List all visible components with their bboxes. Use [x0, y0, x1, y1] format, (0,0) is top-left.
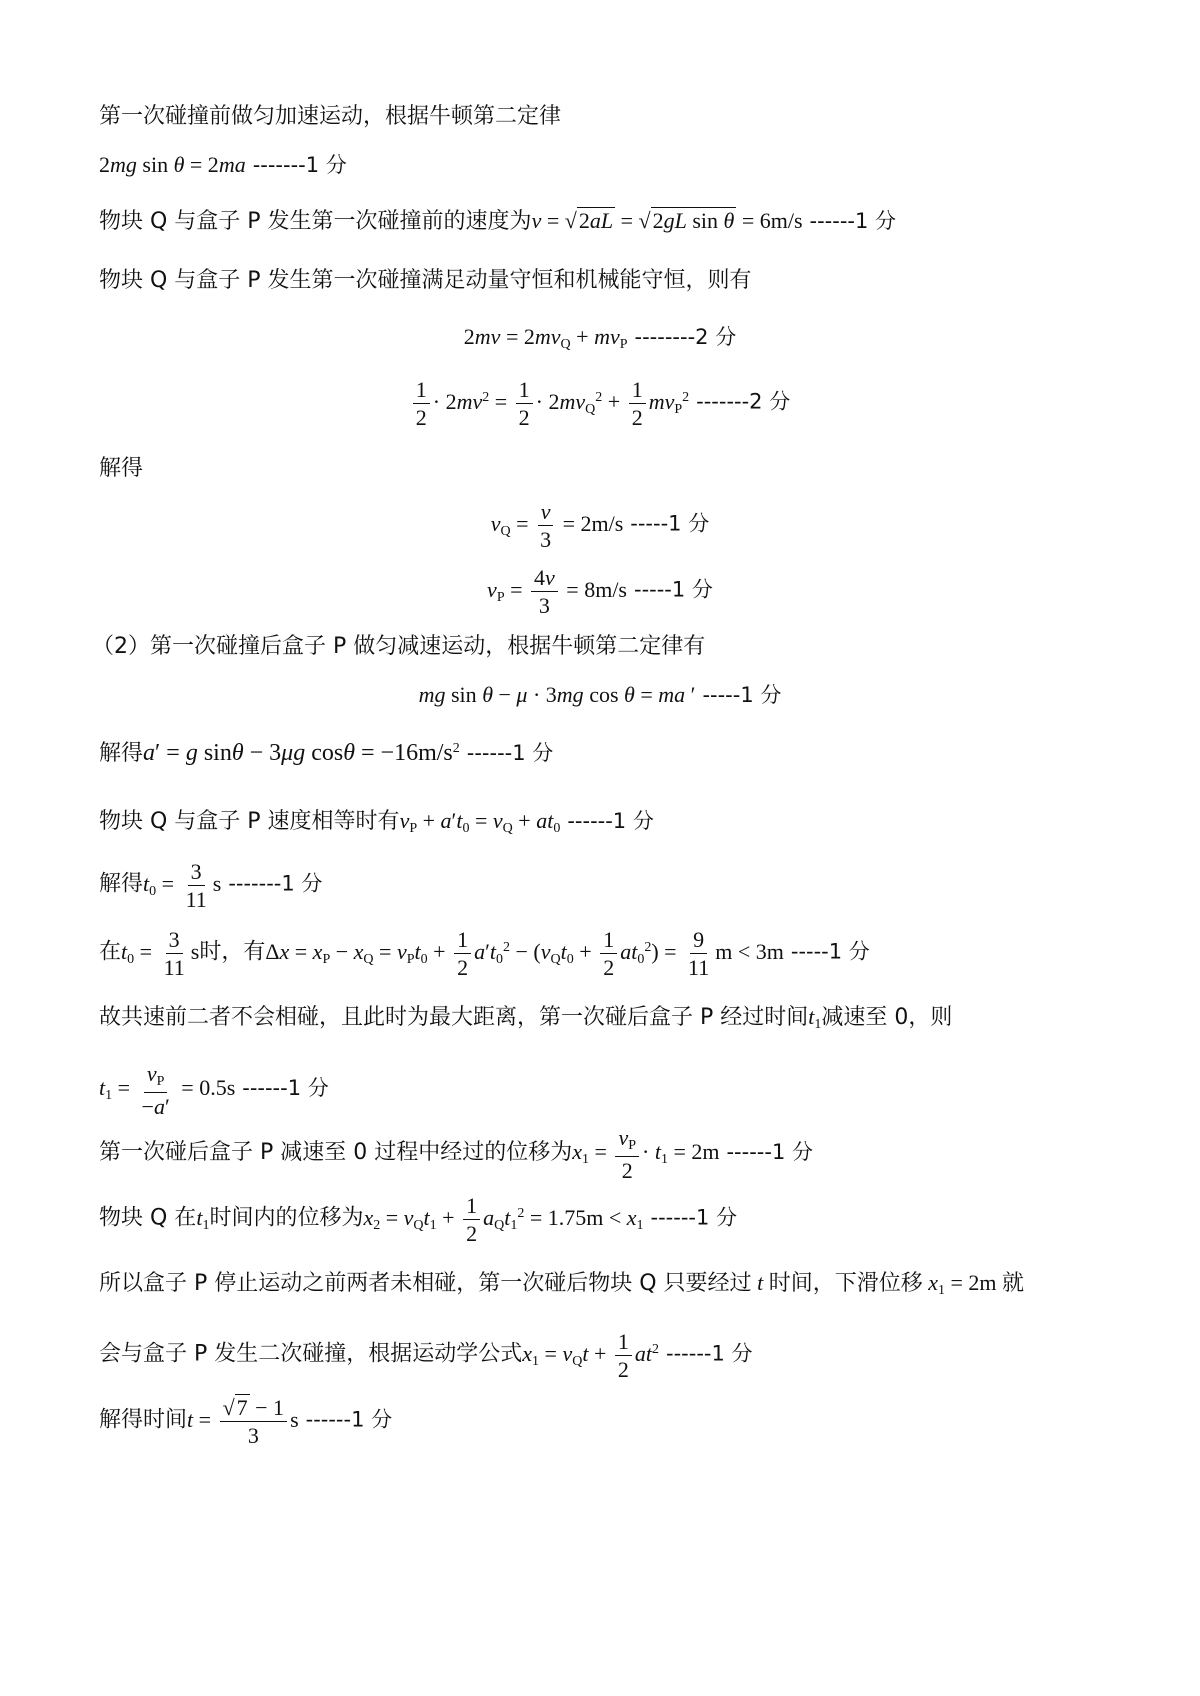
- math: a′ = g sinθ − 3μg $\cos\theta = -16m/s^2$: [143, 740, 460, 766]
- text-delta-x: 在$t_0$ = $\frac{3}{11}$ s时，有$\Delta x = x_P - x_Q = v_Pt_0$ + $\frac{1}{2}$ $a't_0^2 - (v_Qt_0$ + $\frac{1}{2}$ $at_0^2$) = $\frac{9}{11}$ m < 3m -----1 分: [99, 927, 870, 981]
- text-equal-velocity: 物块 Q 与盒子 P 速度相等时有$v_P + a't_0 = v_Q + at_0$ ------1 分: [99, 808, 654, 836]
- math: $t_1$ = $\frac{v_P}{-a'}$ = 0.5s: [99, 1061, 236, 1119]
- score-mark: ------1 分: [305, 1407, 393, 1432]
- score-mark: ------1 分: [650, 1205, 738, 1230]
- math: $x_1$ = $\frac{v_P}{2}$ · $t_1 = 2m$: [572, 1125, 720, 1183]
- score-mark: -------1 分: [228, 871, 323, 896]
- math: $t_0$ = $\frac{3}{11}$ s: [143, 859, 222, 913]
- equation-newton-before-collision: [99, 152, 347, 178]
- math: mg sin θ − μ · 3mg cos θ = ma ′: [418, 682, 696, 707]
- score-mark: ------1 分: [242, 1075, 329, 1100]
- text-line-1: 第一次碰撞前做匀加速运动，根据牛顿第二定律: [99, 104, 562, 129]
- score-mark: ------1 分: [726, 1139, 813, 1164]
- math: $\Delta x = x_P - x_Q = v_Pt_0$ + $\frac{1}{2}$ $a't_0^2 - (v_Qt_0$ + $\frac{1}{2}$ $at_0^2$) = $\frac{9}{11}$ m < 3m: [265, 927, 784, 981]
- math: $\frac{1}{2}$ · $2mv^2$ = $\frac{1}{2}$ · $2mv_Q^2$ + $\frac{1}{2}$ $mv_P^2$: [410, 389, 689, 414]
- score-mark: ------1 分: [809, 209, 897, 233]
- math: $2mv = 2mv_Q + mv_P$: [463, 324, 628, 352]
- math: $x_2 = v_Qt_1$ + $\frac{1}{2}$ $a_Qt_1^2 = 1.75m < x_1$: [363, 1193, 644, 1247]
- math: $v_P$ = $\frac{4v}{3}$ = 8m/s: [487, 565, 627, 619]
- score-mark: -------2 分: [696, 389, 791, 414]
- text-kinematics: 会与盒子 P 发生二次碰撞，根据运动学公式$x_1 = v_Qt$ + $\frac{1}{2}$ $at^2$ ------1 分: [99, 1329, 753, 1383]
- score-mark: -----1 分: [634, 577, 713, 602]
- equation-vp: [0, 566, 1200, 617]
- text-x2: 物块 Q 在$t_1$时间内的位移为$x_2 = v_Qt_1$ + $\frac{1}{2}$ $a_Qt_1^2 = 1.75m < x_1$ ------1 分: [99, 1193, 738, 1247]
- text-final-time: 解得时间t = $\frac{√7 - 1}{3}$ s ------1 分: [99, 1395, 393, 1449]
- math: t: [757, 1270, 764, 1295]
- math: $x_1 = v_Qt$ + $\frac{1}{2}$ $at^2$: [522, 1329, 660, 1383]
- text-solve-1: 解得: [99, 456, 144, 481]
- text-t0: 解得$t_0$ = $\frac{3}{11}$ s -------1 分: [99, 859, 323, 913]
- score-mark: ------1 分: [567, 809, 654, 833]
- text-x1: 第一次碰后盒子 P 减速至 0 过程中经过的位移为$x_1$ = $\frac{v_P}{2}$ · $t_1 = 2m$ ------1 分: [99, 1125, 813, 1183]
- score-mark: -----1 分: [702, 683, 782, 707]
- score-mark: -----1 分: [790, 939, 870, 964]
- score-mark: -----1 分: [630, 511, 710, 536]
- text-before-stop: 所以盒子 P 停止运动之前两者未相碰，第一次碰后物块 Q 只要经过 t 时间，下滑位移 $x_1 = 2m$ 就: [99, 1270, 1025, 1298]
- math: $x_1 = 2m$: [928, 1270, 1002, 1298]
- math: $t_1$: [196, 1204, 210, 1233]
- math: 2mg sin θ = 2ma: [99, 152, 246, 177]
- equation-deceleration: [0, 682, 1200, 708]
- math: $v_P + a't_0 = v_Q + at_0$: [399, 808, 561, 836]
- equation-t1: [99, 1062, 329, 1118]
- score-mark: --------2 分: [634, 325, 737, 349]
- math: $v_Q$ = $\frac{v}{3}$ = 2m/s: [490, 499, 624, 553]
- text-line-velocity: 物块 Q 与盒子 P 发生第一次碰撞前的速度为v = √2aL = √2gL sin θ = 6m/s ------1 分: [99, 208, 897, 234]
- score-mark: ------1 分: [666, 1341, 753, 1366]
- equation-momentum: [0, 324, 1200, 353]
- math: v = √2aL = √2gL sin θ = 6m/s: [531, 208, 803, 233]
- score-mark: ------1 分: [466, 741, 554, 765]
- text-acceleration: 解得a′ = g sinθ − 3μg $\cos\theta = -16m/s^2$ ------1 分: [99, 740, 554, 766]
- text-no-collision: 故共速前二者不会相碰，且此时为最大距离，第一次碰后盒子 P 经过时间$t_1$减速至 0，则: [99, 1004, 953, 1032]
- text-part-2: （2）第一次碰撞后盒子 P 做匀减速运动，根据牛顿第二定律有: [92, 634, 706, 659]
- math: $t_0$ = $\frac{3}{11}$ s: [121, 927, 200, 981]
- equation-energy: [0, 378, 1200, 429]
- equation-vq: [0, 500, 1200, 551]
- text-line-conservation: 物块 Q 与盒子 P 发生第一次碰撞满足动量守恒和机械能守恒，则有: [99, 268, 752, 293]
- math: $t_1$: [808, 1004, 822, 1032]
- score-mark: -------1 分: [252, 153, 347, 177]
- math: t = $\frac{√7 - 1}{3}$ s: [187, 1395, 299, 1449]
